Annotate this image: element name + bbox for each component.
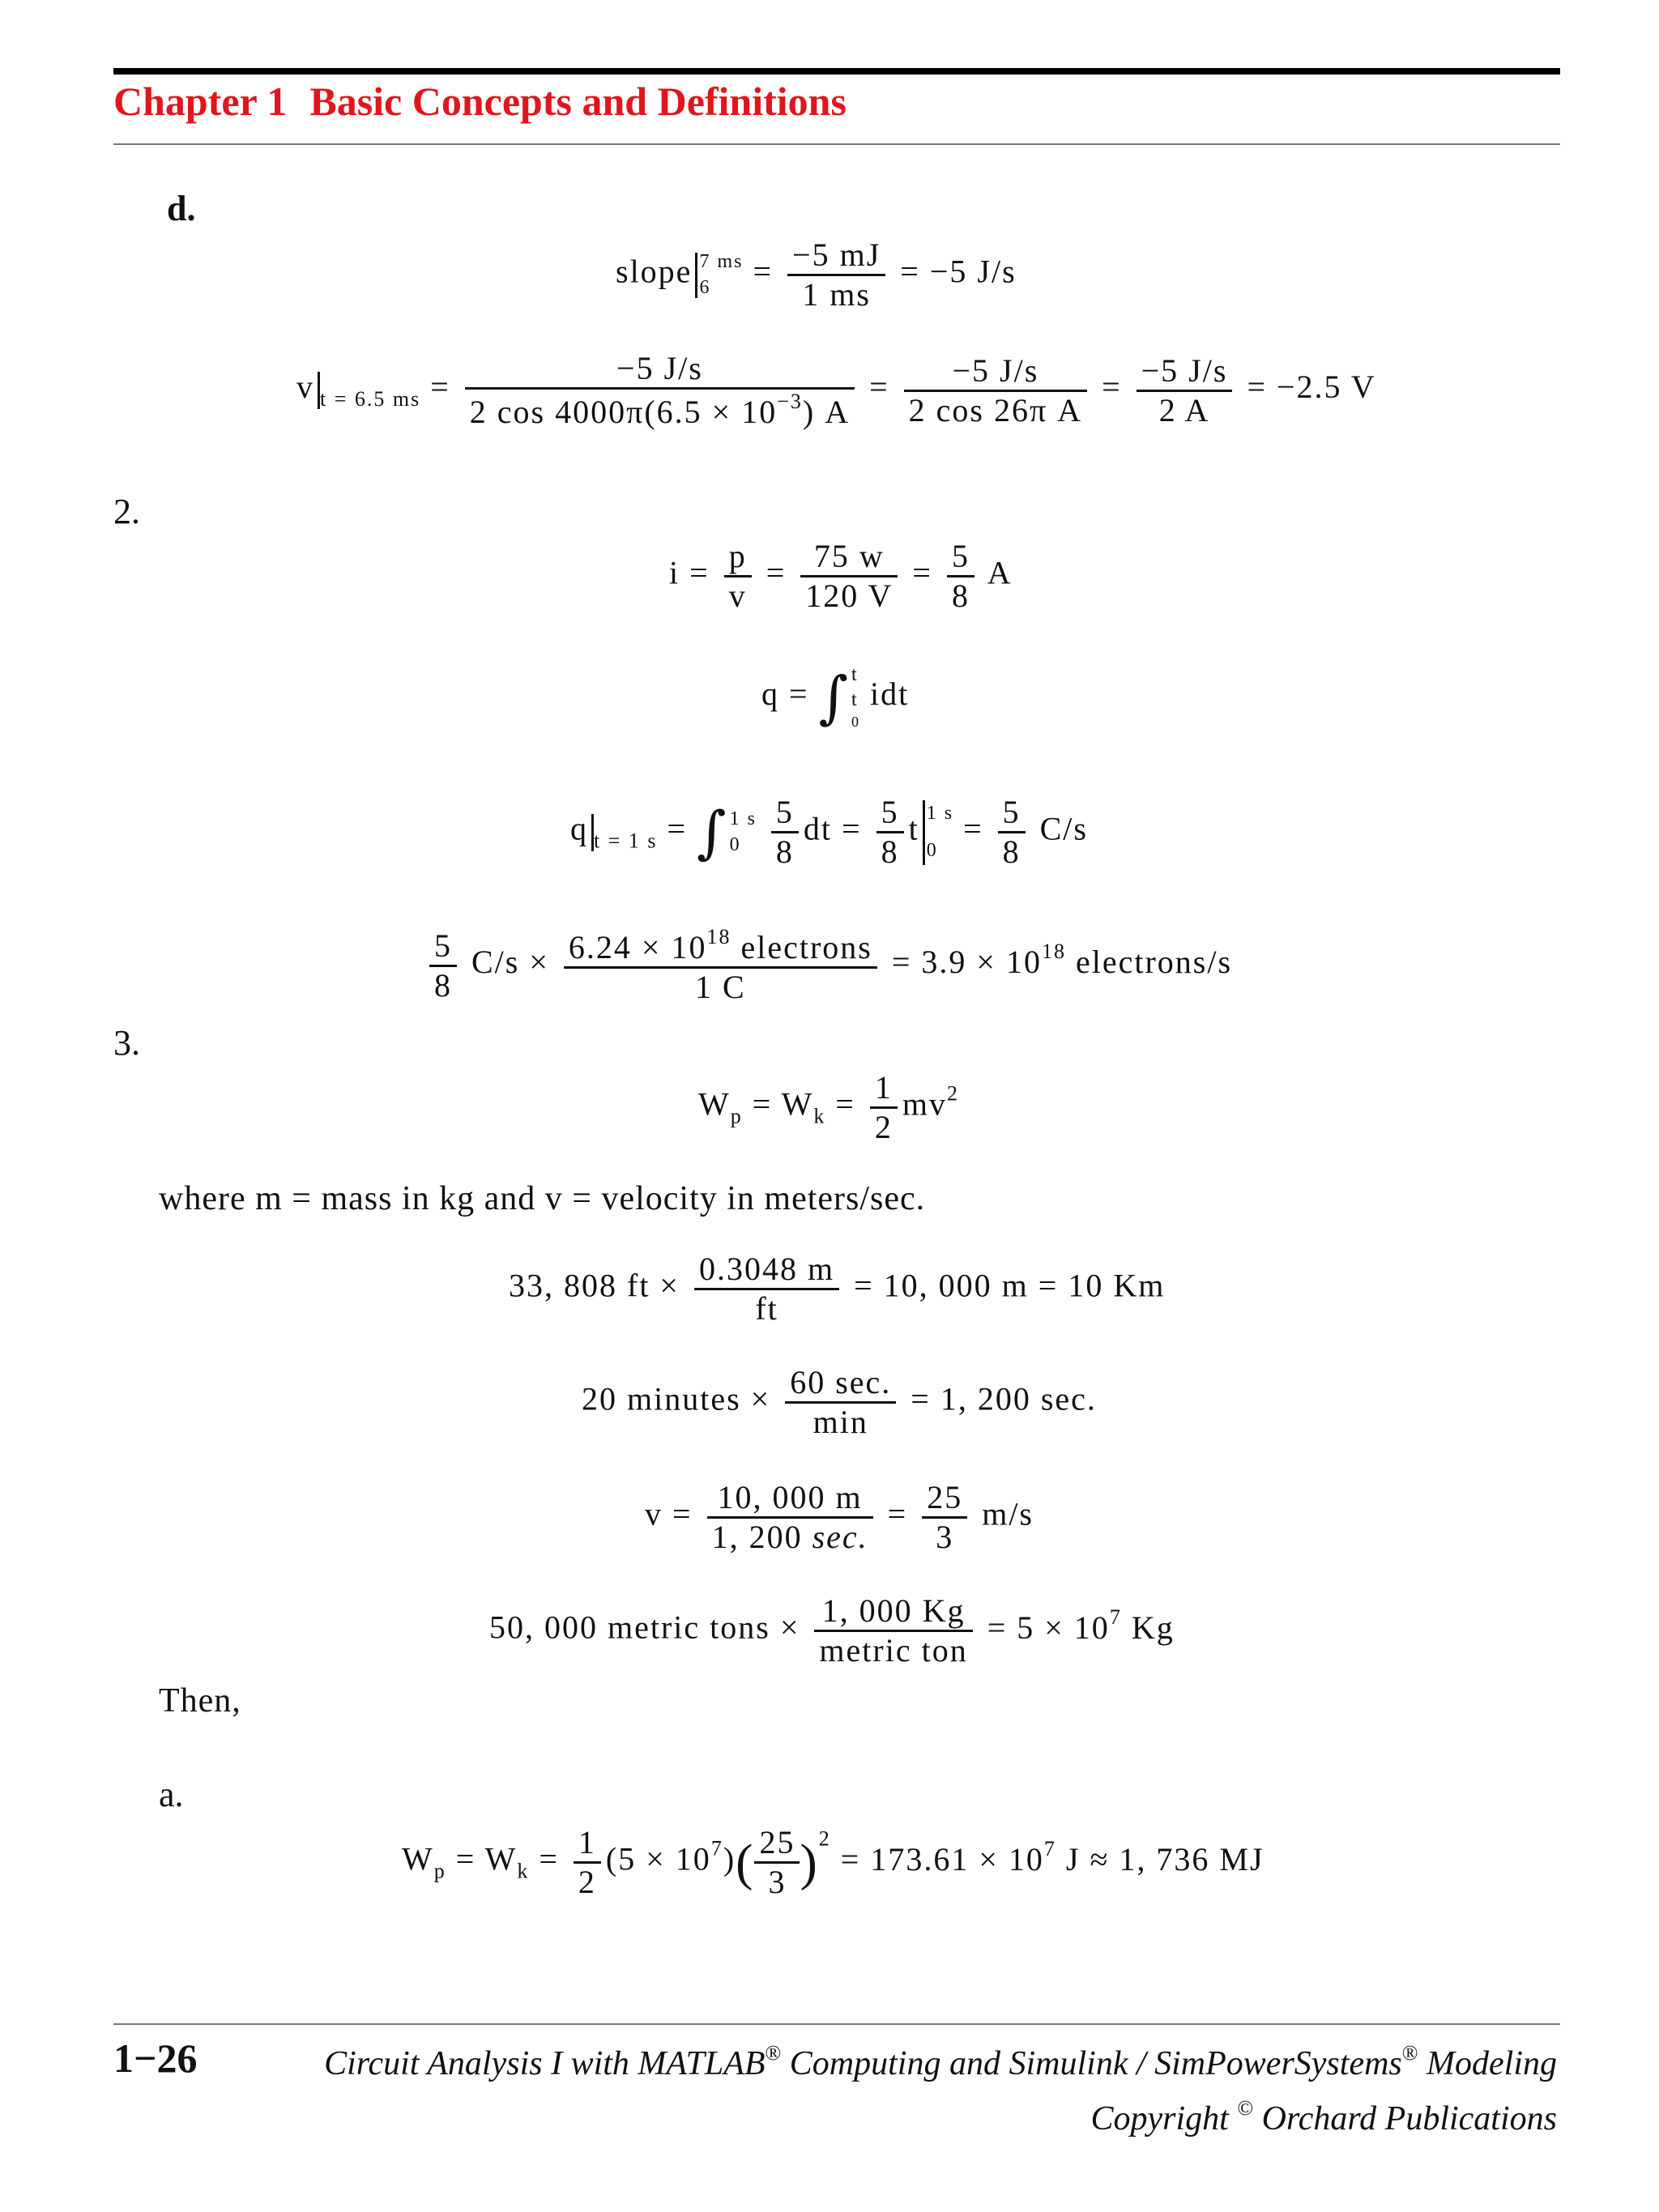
i-text: i <box>669 554 680 591</box>
equation-minutes: 20 minutes × $\frac{60 \sec.}{\min}$ = 1, 200 sec. <box>582 1364 1097 1440</box>
vel-fraction-1: $\frac{10, 000 m}{1, 200 \sec.}$ <box>707 1479 873 1556</box>
mass-fraction: $\frac{1, 000 Kg}{\text{metric ton}}$ <box>814 1592 972 1669</box>
footer-copyright: Copyright © Orchard Publications <box>1090 2096 1557 2137</box>
footer-rule <box>113 2023 1560 2025</box>
label-2: 2. <box>113 492 140 531</box>
q1-eval-limits: 1 s 0 <box>926 803 954 861</box>
v-f2-num: −5 J/s <box>904 352 1087 392</box>
equation-energy: $W_p = W_k$ = $\frac{1}{2}$ $mv^2$ <box>698 1069 960 1145</box>
min-fraction: $\frac{60 \sec.}{\min}$ <box>785 1364 896 1441</box>
prose-then: Then, <box>159 1682 241 1720</box>
slope-num: −5 mJ <box>787 237 885 276</box>
v-fraction-1 <box>465 350 855 431</box>
final-fraction-1: $\frac{1}{2}$ <box>574 1824 601 1901</box>
equation-feet: 33, 808 ft × $\frac{0.3048 m}{ft}$ = 10, 000 m = 10 Km <box>509 1251 1166 1327</box>
q-limits: t t 0 <box>851 664 861 731</box>
final-fraction-2: $\frac{25}{3}$ <box>754 1824 800 1901</box>
equation-slope: slope 7 ms 6 = $\frac{-5 mJ}{1 ms}$ = −5 J/s <box>616 237 1017 313</box>
label-3: 3. <box>113 1023 140 1063</box>
chapter-heading <box>113 78 847 125</box>
equation-charge-1s: q $_{t = 1 s}$ = ∫ 1 s 0 $\frac{5}{8}$ dt = $\frac{5}{8}$ t 1 s 0 = $\frac{5}{8}$ C/s <box>570 794 1088 870</box>
v-f3-num: −5 J/s <box>1137 352 1233 392</box>
q-text: q <box>761 676 779 713</box>
equation-mass: 50, 000 metric tons × $\frac{1, 000 Kg}{\text{metric ton}}$ = $5 \times 10^7$ Kg <box>489 1592 1175 1669</box>
q1-text: q <box>570 810 588 847</box>
v-f2-den: 2 cos 26π A <box>908 391 1083 428</box>
el-fraction-1: $\frac{5}{8}$ <box>429 927 457 1004</box>
q1-fraction-1: $\frac{5}{8}$ <box>771 794 799 871</box>
i-fraction-3: $\frac{5}{8}$ <box>947 538 975 615</box>
v-fraction-2 <box>904 352 1087 429</box>
label-a: a. <box>159 1775 184 1814</box>
slope-upper: 7 ms <box>699 251 744 273</box>
v-f1-den: 2 $\cos 4000\pi(6.5 \times 10^{-3})$ A <box>469 390 851 430</box>
el-fraction-2: $\frac{6.24 \times 10^{18} electrons}{1 C}$ <box>564 925 877 1006</box>
chapter-title: Basic Concepts and Definitions <box>309 79 847 124</box>
q1-limits: 1 s 0 <box>729 808 757 855</box>
equation-voltage: v $_{t = 6.5 ms}$ = $\frac{-5 J/s}{2 \cos 4000\pi(6.5 \times 10^{-3}) A}$ = $\frac{-5 J/s}{\text{2 cos 26π A}}$ = $\frac{-5 J/s}{2 A}$ = −2.5 V <box>296 350 1376 430</box>
q1-fraction-2: $\frac{5}{8}$ <box>876 794 904 871</box>
ft-fraction: $\frac{0.3048 m}{ft}$ <box>694 1251 839 1328</box>
integral-sign: ∫ <box>697 799 728 866</box>
prose-where: where m = mass in kg and v = velocity in meters/sec. <box>159 1180 926 1217</box>
i-fraction-1: $\frac{p}{v}$ <box>724 538 752 615</box>
el-mid: C/s × <box>471 944 549 981</box>
v-text: v <box>296 369 314 406</box>
q1-unit: C/s <box>1039 810 1088 847</box>
equation-final-energy: $W_p = W_k$ = $\frac{1}{2}$ $(5 \times 10^7)$( $\frac{25}{3}$ )$^2 = 173.61 \times 10^7$ J ≈ 1, 736 MJ <box>402 1824 1265 1900</box>
slope-limits <box>699 249 743 300</box>
q1-dt: dt <box>803 810 833 847</box>
v-sub: t = 6.5 ms <box>320 387 421 411</box>
header-rule-thin <box>113 143 1560 145</box>
page-number: 1−26 <box>113 2035 198 2081</box>
slope-fraction <box>787 237 885 313</box>
equation-electrons <box>424 925 1232 1006</box>
footer-title: Circuit Analysis I with MATLAB® Computing and Simulink / SimPowerSystems® Modeling <box>324 2041 1557 2082</box>
q1-sub: t = 1 s <box>594 829 658 853</box>
equation-charge: q = ∫ t t 0 idt <box>761 663 910 731</box>
v-f1-num: −5 J/s <box>465 350 855 390</box>
slope-den: 1 ms <box>802 276 871 313</box>
q1-t: t <box>908 810 919 847</box>
eval-bar <box>695 253 697 298</box>
vel-fraction-2: $\frac{25}{3}$ <box>922 1479 967 1556</box>
equation-velocity: v = $\frac{10, 000 m}{1, 200 \sec.}$ = $\frac{25}{3}$ m/s <box>645 1479 1034 1555</box>
slope-text: slope <box>616 253 693 290</box>
eval-bar <box>923 800 925 865</box>
equation-current: i = $\frac{p}{v}$ = $\frac{75 w}{120 V}$ = $\frac{5}{8}$ A <box>669 538 1013 614</box>
q-integrand: idt <box>870 676 910 713</box>
chapter-label: Chapter 1 <box>113 79 288 124</box>
q1-fraction-3: $\frac{5}{8}$ <box>998 794 1026 871</box>
el-result: = $3.9 \times 10^{18}$ electrons/s <box>891 940 1233 981</box>
slope-lower: 6 <box>699 276 711 298</box>
w-fraction: $\frac{1}{2}$ <box>870 1069 898 1146</box>
integral-sign: ∫ <box>818 663 851 731</box>
i-unit: A <box>987 554 1013 591</box>
v-f3-den: 2 A <box>1158 391 1210 428</box>
slope-rhs: = −5 J/s <box>900 253 1017 290</box>
v-result: = −2.5 V <box>1247 369 1376 406</box>
header-rule-thick <box>113 68 1560 75</box>
label-d: d. <box>167 189 196 228</box>
v-fraction-3 <box>1137 352 1233 429</box>
i-fraction-2: $\frac{75 w}{120 V}$ <box>800 538 898 615</box>
